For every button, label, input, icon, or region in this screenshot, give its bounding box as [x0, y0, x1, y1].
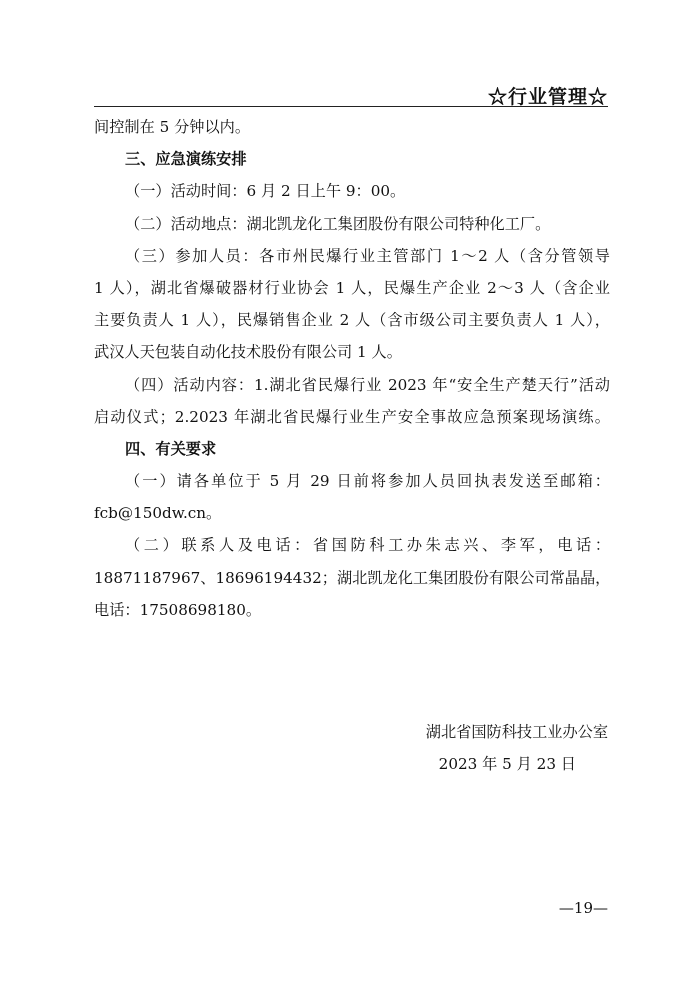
body-line: （四）活动内容：1.湖北省民爆行业 2023 年“安全生产楚天行”活动 — [125, 375, 610, 394]
body-line: （一）活动时间：6 月 2 日上午 9：00。 — [125, 182, 406, 201]
body-line: （二）联系人及电话：省国防科工办朱志兴、李军，电话： — [125, 536, 610, 555]
body-line: 武汉人天包装自动化技术股份有限公司 1 人。 — [94, 343, 402, 362]
body-line: 电话：17508698180。 — [94, 600, 262, 619]
signature-block — [426, 716, 608, 780]
body-line: 主要负责人 1 人），民爆销售企业 2 人（含市级公司主要负责人 1 人）， — [94, 311, 610, 330]
section-heading-requirements: 四、有关要求 — [125, 439, 217, 458]
section-header-title: ☆行业管理☆ — [487, 86, 608, 108]
body-line: 间控制在 5 分钟以内。 — [94, 118, 251, 136]
page-number: —19— — [558, 899, 608, 917]
body-line: 18871187967、18696194432；湖北凯龙化工集团股份有限公司常晶晶， — [94, 568, 610, 587]
body-line: （三）参加人员：各市州民爆行业主管部门 1～2 人（含分管领导 — [125, 246, 610, 265]
section-heading-emergency-drill: 三、应急演练安排 — [125, 150, 247, 169]
body-line: （二）活动地点：湖北凯龙化工集团股份有限公司特种化工厂。 — [125, 214, 551, 233]
body-line: （一）请各单位于 5 月 29 日前将参加人员回执表发送至邮箱： — [125, 472, 610, 491]
header-divider — [94, 106, 608, 107]
document-body — [94, 111, 610, 626]
body-line: 1 人），湖北省爆破器材行业协会 1 人，民爆生产企业 2～3 人（含企业 — [94, 278, 610, 297]
signature-organization: 湖北省国防科技工业办公室 — [425, 723, 608, 741]
email-address: fcb@150dw.cn。 — [94, 504, 222, 523]
signature-date: 2023 年 5 月 23 日 — [438, 755, 576, 773]
body-line: 启动仪式；2.2023 年湖北省民爆行业生产安全事故应急预案现场演练。 — [94, 407, 610, 426]
